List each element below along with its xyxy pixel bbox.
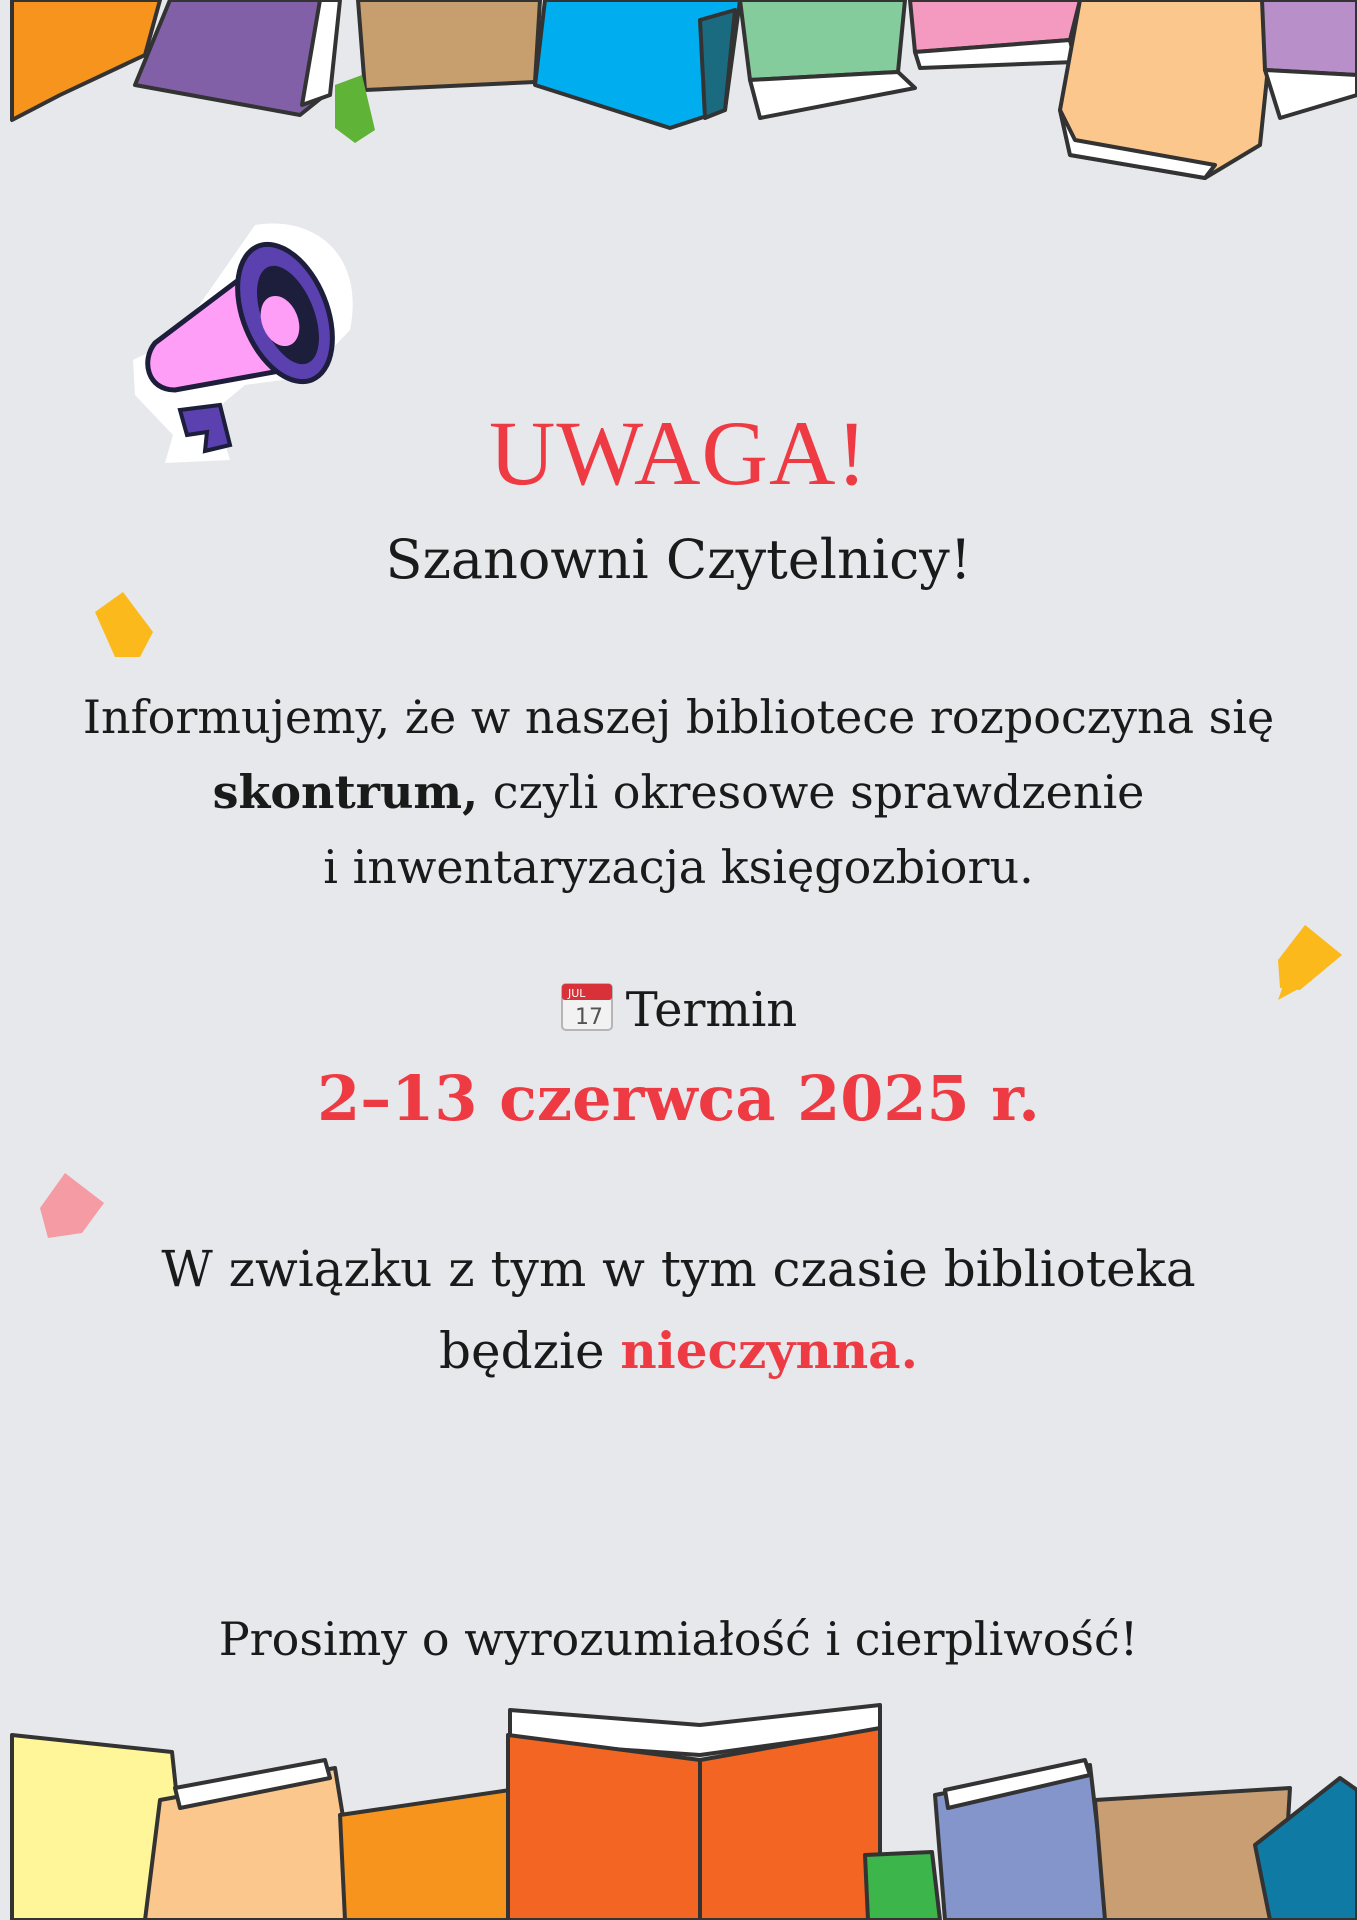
closure-status: nieczynna. <box>620 1321 918 1380</box>
closure-notice <box>0 1228 1357 1392</box>
term-label: Termin <box>625 982 798 1038</box>
announcement-line-2: skontrum, czyli okresowe sprawdzenie <box>212 765 1145 819</box>
announcement-line-3: i inwentaryzacja księgozbioru. <box>323 840 1034 894</box>
calendar-day: 17 <box>574 1005 603 1030</box>
calendar-icon <box>560 980 614 1032</box>
keyword-skontrum: skontrum, <box>212 765 479 819</box>
term-heading <box>0 980 1357 1038</box>
closing-message: Prosimy o wyrozumiałość i cierpliwość! <box>218 1612 1139 1666</box>
book-icon <box>508 1728 880 1920</box>
closure-line-2: będzie nieczynna. <box>439 1321 918 1380</box>
announcement-line-1: Informujemy, że w naszej bibliotece rozpoczyna się <box>82 690 1275 744</box>
book-icon <box>340 1790 525 1920</box>
greeting: Szanowni Czytelnicy! <box>385 528 972 591</box>
closure-line-1: W związku z tym w tym czasie biblioteka <box>161 1240 1196 1298</box>
term-date: 2–13 czerwca 2025 r. <box>317 1062 1040 1135</box>
book-icon <box>865 1852 940 1920</box>
headline: UWAGA! <box>488 402 869 504</box>
announcement <box>0 680 1357 905</box>
calendar-month: JUL <box>567 987 586 1000</box>
